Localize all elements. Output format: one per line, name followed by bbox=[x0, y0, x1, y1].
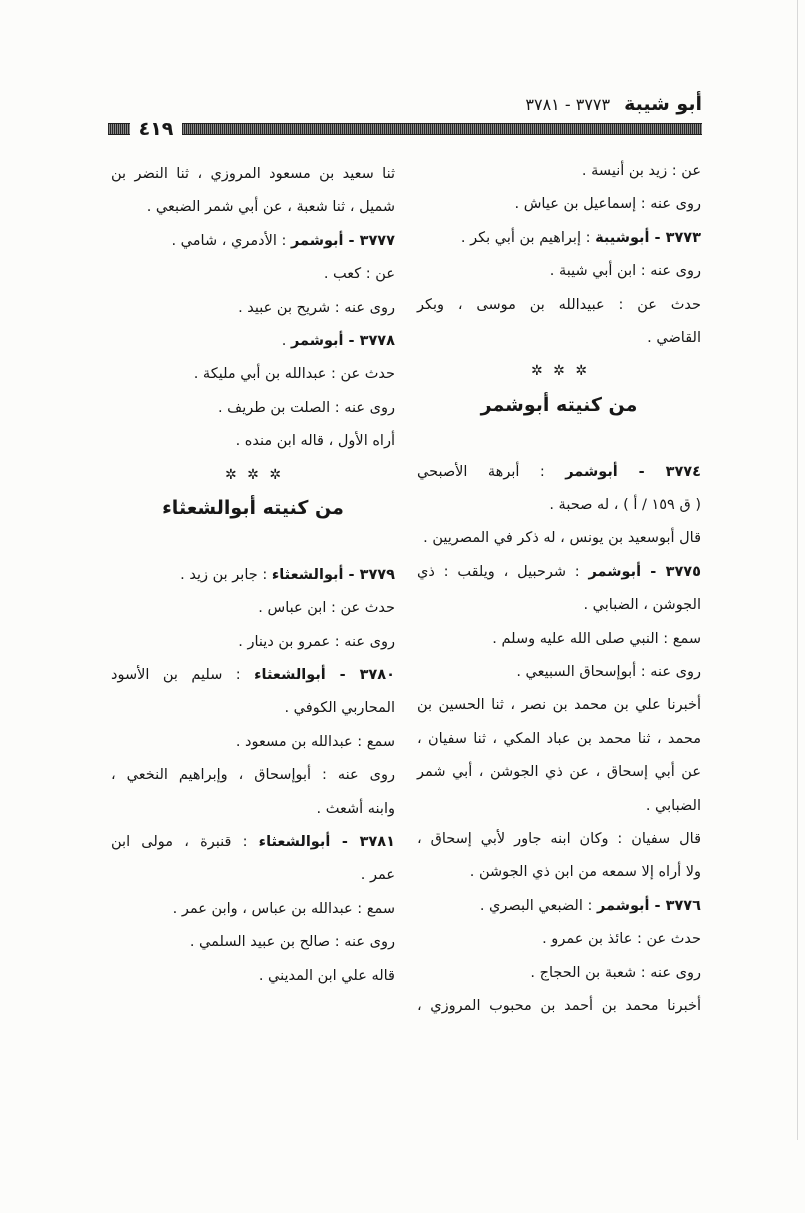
text-run: محمد ، ثنا محمد بن عباد المكي ، ثنا سفيان ، bbox=[417, 730, 701, 747]
text-line bbox=[111, 425, 395, 458]
entry-paragraph bbox=[111, 626, 395, 659]
entry-paragraph bbox=[417, 255, 701, 288]
text-run: ثنا سعيد بن مسعود المروزي ، ثنا النضر بن bbox=[111, 166, 395, 182]
text-run: القاضي . bbox=[647, 330, 701, 347]
text-run: أراه الأول ، قاله ابن منده . bbox=[235, 433, 395, 450]
entry-paragraph bbox=[111, 726, 395, 759]
entry-paragraph bbox=[417, 155, 701, 188]
entry-paragraph bbox=[417, 923, 701, 956]
text-line bbox=[417, 623, 701, 656]
running-header-entry-range: ٣٧٧٣ - ٣٧٨١ bbox=[525, 95, 611, 114]
text-line bbox=[111, 626, 395, 659]
text-run: أخبرنا علي بن محمد بن نصر ، ثنا الحسين بن bbox=[417, 697, 701, 714]
entry-paragraph bbox=[417, 188, 701, 221]
entry-label: ٣٧٧٦ - أبوشمر bbox=[596, 897, 701, 914]
entry-paragraph bbox=[111, 926, 395, 959]
text-line bbox=[417, 589, 701, 622]
text-run: حدث عن : عبدالله بن أبي مليكة . bbox=[193, 366, 395, 383]
entry-paragraph bbox=[111, 225, 395, 258]
text-run: عن : زيد بن أنيسة . bbox=[581, 163, 701, 179]
entry-paragraph bbox=[111, 659, 395, 726]
entry-label: ٣٧٨٠ - أبوالشعثاء bbox=[254, 667, 395, 684]
text-line bbox=[111, 392, 395, 425]
text-line bbox=[111, 592, 395, 625]
entry-paragraph bbox=[417, 456, 701, 523]
text-run: عن أبي إسحاق ، عن ذي الجوشن ، أبي شمر bbox=[417, 764, 701, 781]
text-line bbox=[111, 926, 395, 959]
text-line bbox=[111, 559, 395, 592]
text-line bbox=[417, 689, 701, 722]
entry-paragraph bbox=[111, 592, 395, 625]
text-run: أخبرنا محمد بن أحمد بن محبوب المروزي ، bbox=[417, 998, 701, 1015]
text-line bbox=[111, 158, 395, 191]
text-line bbox=[111, 292, 395, 325]
text-line bbox=[417, 890, 701, 923]
entry-paragraph bbox=[111, 158, 395, 225]
scan-edge-line bbox=[797, 0, 798, 1140]
text-column-left bbox=[111, 158, 395, 993]
text-run: روى عنه : شعبة بن الحجاج . bbox=[530, 964, 701, 981]
text-run: قال أبوسعيد بن يونس ، له ذكر في المصريين . bbox=[423, 530, 701, 547]
text-line bbox=[417, 990, 701, 1023]
header-rule bbox=[182, 123, 702, 135]
text-line bbox=[111, 793, 395, 826]
text-line bbox=[111, 692, 395, 725]
text-line bbox=[417, 489, 701, 522]
entry-paragraph bbox=[111, 392, 395, 425]
entry-label: ٣٧٧٣ - أبوشيبة bbox=[595, 229, 701, 246]
text-run: روى عنه : أبوإسحاق ، وإبراهيم النخعي ، bbox=[111, 767, 395, 784]
entry-paragraph bbox=[417, 890, 701, 923]
entry-paragraph bbox=[417, 689, 701, 823]
entry-paragraph bbox=[111, 559, 395, 592]
text-run: حدث عن : عبيدالله بن موسى ، وبكر bbox=[417, 296, 701, 313]
text-line bbox=[417, 756, 701, 789]
text-line bbox=[417, 957, 701, 990]
text-run: سمع : النبي صلى الله عليه وسلم . bbox=[492, 630, 701, 647]
text-line bbox=[417, 823, 701, 856]
text-line bbox=[111, 358, 395, 391]
entry-paragraph bbox=[417, 556, 701, 623]
text-column-right bbox=[417, 155, 701, 1024]
entry-paragraph bbox=[111, 425, 395, 458]
text-line bbox=[111, 726, 395, 759]
text-run: الضبابي . bbox=[645, 797, 701, 814]
text-line bbox=[417, 790, 701, 823]
text-run: شميل ، ثنا شعبة ، عن أبي شمر الضبعي . bbox=[146, 199, 395, 216]
text-run: قال سفيان : وكان ابنه جاور لأبي إسحاق ، bbox=[417, 831, 701, 848]
text-line bbox=[417, 255, 701, 288]
entry-paragraph bbox=[417, 222, 701, 255]
text-run: عن : كعب . bbox=[323, 266, 395, 283]
text-run: حدث عن : عائذ بن عمرو . bbox=[542, 931, 701, 948]
text-run: : سليم بن الأسود bbox=[111, 667, 255, 684]
text-run: المحاربي الكوفي . bbox=[284, 700, 395, 717]
text-run: . bbox=[281, 333, 291, 350]
entry-paragraph bbox=[111, 826, 395, 893]
text-line bbox=[417, 923, 701, 956]
entry-paragraph bbox=[111, 893, 395, 926]
text-run: سمع : عبدالله بن مسعود . bbox=[235, 733, 395, 750]
text-run: : الأدمري ، شامي . bbox=[171, 232, 291, 249]
text-line bbox=[111, 859, 395, 892]
text-run: : جابر بن زيد . bbox=[180, 566, 272, 583]
text-run: عمر . bbox=[360, 867, 395, 884]
text-run: روى عنه : صالح بن عبيد السلمي . bbox=[189, 934, 395, 951]
text-run: وابنه أشعث . bbox=[316, 800, 395, 817]
text-line bbox=[111, 325, 395, 358]
running-header-title: أبو شيبة bbox=[624, 93, 702, 115]
text-line bbox=[111, 759, 395, 792]
text-line bbox=[417, 656, 701, 689]
text-run: قاله علي ابن المديني . bbox=[258, 967, 395, 984]
text-run: : إبراهيم بن أبي بكر . bbox=[460, 229, 596, 246]
text-line bbox=[417, 556, 701, 589]
entry-label: ٣٧٧٩ - أبوالشعثاء bbox=[271, 566, 395, 583]
entry-label: ٣٧٧٥ - أبوشمر bbox=[588, 563, 702, 580]
text-line bbox=[111, 893, 395, 926]
text-run: حدث عن : ابن عباس . bbox=[258, 600, 395, 617]
text-run: ولا أراه إلا سمعه من ابن ذي الجوشن . bbox=[469, 864, 701, 881]
text-line bbox=[111, 191, 395, 224]
text-run: : الضبعي البصري . bbox=[479, 897, 597, 914]
text-line bbox=[417, 723, 701, 756]
ornament-separator: ✲ ✲ ✲ bbox=[530, 363, 588, 380]
text-run: روى عنه : عمرو بن دينار . bbox=[238, 633, 395, 650]
entry-label: ٣٧٧٨ - أبوشمر bbox=[290, 333, 395, 350]
entry-paragraph bbox=[111, 325, 395, 358]
section-heading: من كنيته أبوالشعثاء bbox=[162, 497, 344, 520]
entry-paragraph bbox=[417, 990, 701, 1023]
entry-paragraph bbox=[111, 358, 395, 391]
text-run: روى عنه : أبوإسحاق السبيعي . bbox=[516, 664, 701, 681]
text-run: ( ق ١٥٩ / أ ) ، له صحبة . bbox=[549, 497, 701, 514]
text-line bbox=[111, 659, 395, 692]
text-line bbox=[417, 289, 701, 322]
text-run: : أبرهة الأصبحي bbox=[417, 463, 566, 480]
text-line bbox=[111, 225, 395, 258]
text-line bbox=[417, 856, 701, 889]
entry-label: ٣٧٧٧ - أبوشمر bbox=[290, 232, 395, 249]
ornament-separator: ✲ ✲ ✲ bbox=[224, 466, 282, 483]
entry-paragraph bbox=[111, 960, 395, 993]
text-line bbox=[111, 258, 395, 291]
entry-paragraph bbox=[417, 656, 701, 689]
text-line bbox=[417, 155, 701, 188]
text-line bbox=[417, 522, 701, 555]
text-line bbox=[417, 456, 701, 489]
entry-paragraph bbox=[111, 292, 395, 325]
text-run: سمع : عبدالله بن عباس ، وابن عمر . bbox=[172, 900, 395, 917]
entry-paragraph bbox=[417, 823, 701, 890]
header-rule-left bbox=[108, 123, 130, 135]
entry-paragraph bbox=[417, 957, 701, 990]
entry-paragraph bbox=[111, 759, 395, 826]
text-run: الجوشن ، الضبابي . bbox=[583, 597, 701, 614]
text-run: روى عنه : ابن أبي شيبة . bbox=[549, 263, 701, 280]
text-line bbox=[417, 322, 701, 355]
text-line bbox=[417, 188, 701, 221]
entry-paragraph bbox=[111, 258, 395, 291]
entry-label: ٣٧٨١ - أبوالشعثاء bbox=[258, 834, 395, 851]
text-run: : قنبرة ، مولى ابن bbox=[111, 834, 259, 851]
text-line bbox=[111, 826, 395, 859]
page-number: ٤١٩ bbox=[138, 118, 174, 140]
text-line bbox=[111, 960, 395, 993]
text-run: : شرحبيل ، ويلقب : ذي bbox=[417, 563, 589, 580]
text-run: روى عنه : الصلت بن طريف . bbox=[217, 399, 395, 416]
entry-paragraph bbox=[417, 623, 701, 656]
entry-paragraph bbox=[417, 289, 701, 356]
entry-label: ٣٧٧٤ - أبوشمر bbox=[565, 463, 701, 480]
text-run: روى عنه : شريح بن عبيد . bbox=[238, 299, 395, 316]
text-line bbox=[417, 222, 701, 255]
running-header bbox=[525, 90, 702, 118]
section-heading: من كنيته أبوشمر bbox=[480, 393, 638, 416]
entry-paragraph bbox=[417, 522, 701, 555]
text-run: روى عنه : إسماعيل بن عياش . bbox=[514, 196, 701, 213]
